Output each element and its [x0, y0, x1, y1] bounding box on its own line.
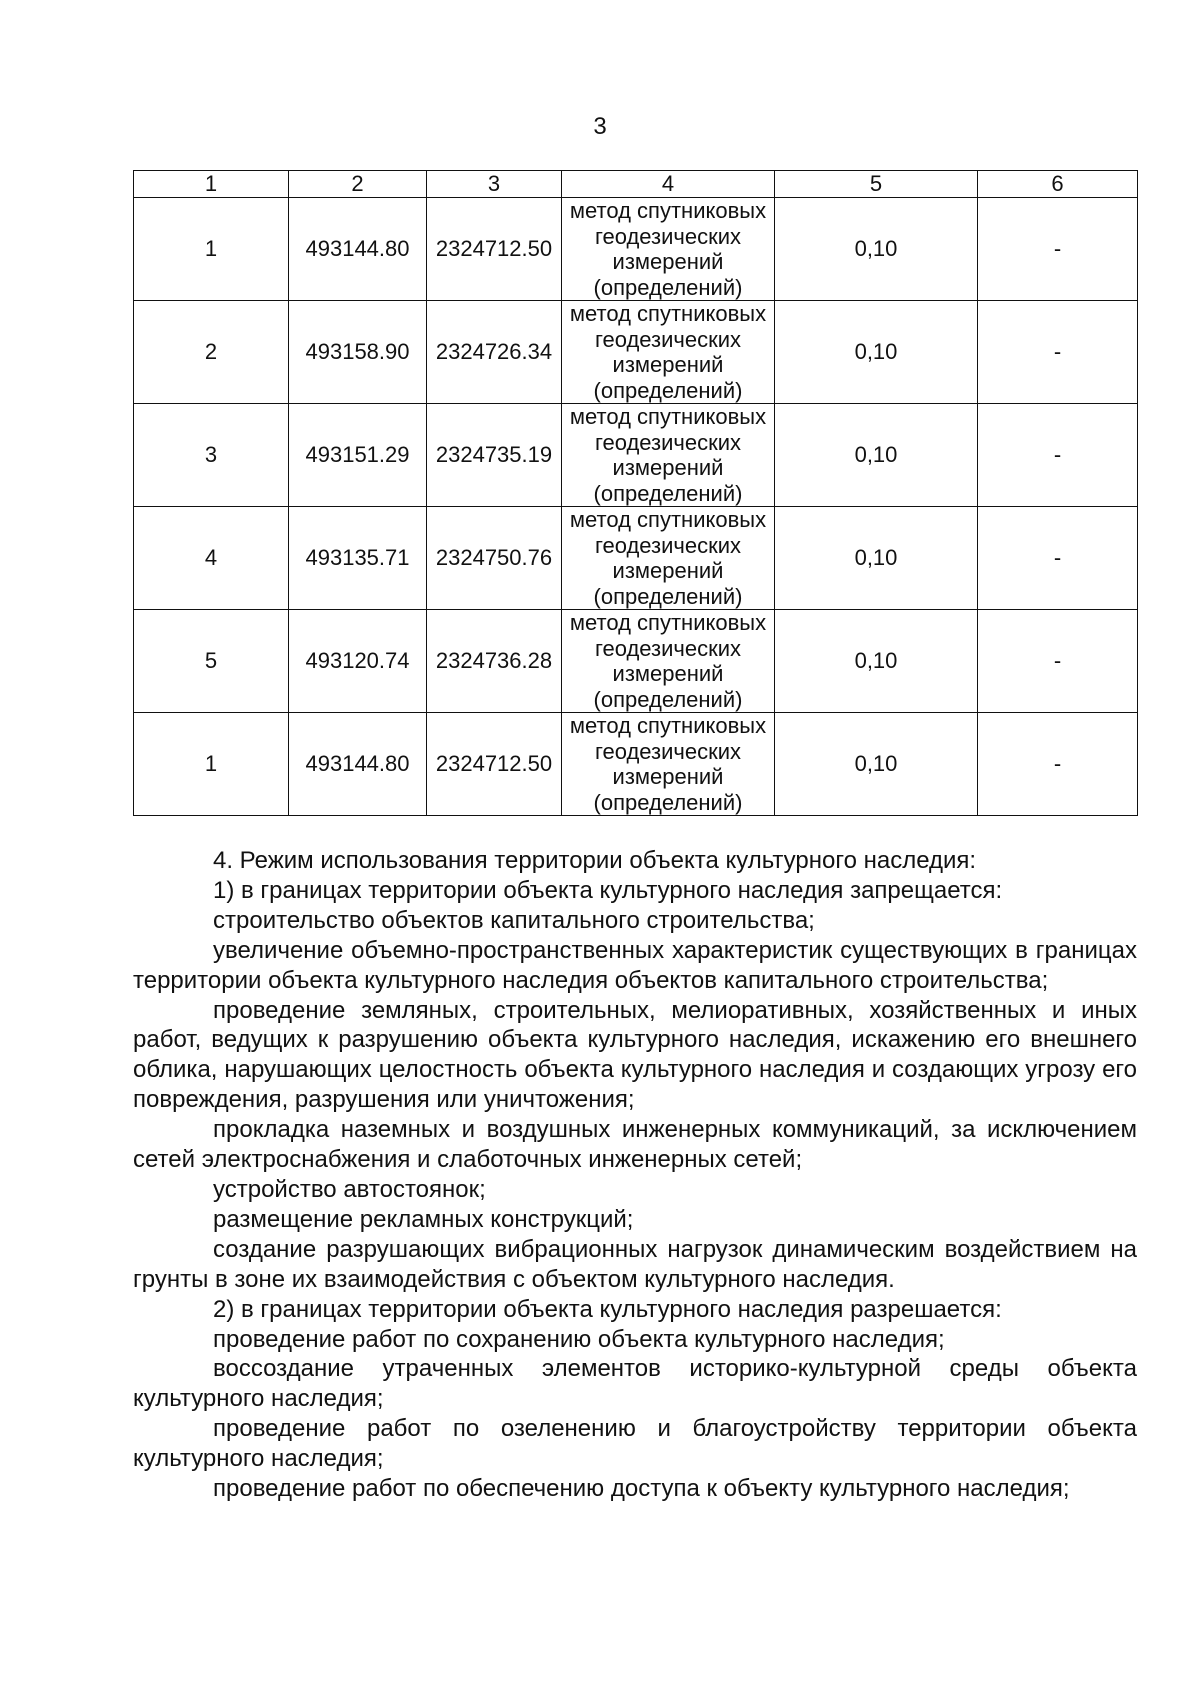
point-number-cell: 1 [134, 198, 289, 301]
point-number-cell: 2 [134, 301, 289, 404]
y-coordinate-cell: 2324712.50 [427, 713, 562, 816]
prohibited-item: прокладка наземных и воздушных инженерных коммуникаций, за исключением сетей электроснабжения и слаботочных инженерных сетей; [133, 1116, 1137, 1174]
method-line: геодезических [594, 635, 742, 661]
method-line: метод спутниковых [569, 713, 767, 738]
method-line: метод спутниковых [569, 610, 767, 635]
note-cell: - [978, 301, 1138, 404]
accuracy-cell: 0,10 [775, 507, 978, 610]
coordinates-table [133, 170, 1138, 816]
method-line: (определений) [593, 789, 743, 815]
accuracy-cell: 0,10 [775, 713, 978, 816]
method-cell [562, 301, 775, 404]
method-line: метод спутниковых [569, 404, 767, 429]
table-row [134, 404, 1138, 507]
y-coordinate-cell: 2324726.34 [427, 301, 562, 404]
column-header: 4 [562, 171, 775, 198]
method-line: измерений [612, 558, 724, 583]
table-row [134, 198, 1138, 301]
prohibited-item: размещение рекламных конструкций; [213, 1205, 634, 1233]
method-line: метод спутниковых [569, 198, 767, 223]
column-header: 5 [775, 171, 978, 198]
method-cell [562, 507, 775, 610]
x-coordinate-cell: 493151.29 [289, 404, 427, 507]
x-coordinate-cell: 493144.80 [289, 198, 427, 301]
accuracy-cell: 0,10 [775, 610, 978, 713]
prohibited-item: создание разрушающих вибрационных нагрузок динамическим воздействием на грунты в зоне их взаимодействия с объектом культурного наследия. [133, 1235, 1137, 1293]
method-line: (определений) [593, 480, 743, 506]
note-cell: - [978, 404, 1138, 507]
method-line: измерений [612, 249, 724, 274]
x-coordinate-cell: 493158.90 [289, 301, 427, 404]
method-line: измерений [612, 352, 724, 377]
point-number-cell: 5 [134, 610, 289, 713]
prohibited-item: строительство объектов капитального строительства; [213, 906, 815, 934]
method-line: геодезических [594, 429, 742, 455]
column-header: 3 [427, 171, 562, 198]
table-row [134, 507, 1138, 610]
prohibited-item: устройство автостоянок; [213, 1175, 486, 1203]
method-line: геодезических [594, 532, 742, 558]
method-line: (определений) [593, 274, 743, 300]
note-cell: - [978, 507, 1138, 610]
table-row [134, 301, 1138, 404]
column-header: 2 [289, 171, 427, 198]
permitted-item: воссоздание утраченных элементов историко-культурной среды объекта культурного наследия; [133, 1355, 1137, 1413]
note-cell: - [978, 198, 1138, 301]
clause-permitted-heading: 2) в границах территории объекта культурного наследия разрешается: [213, 1295, 1002, 1323]
section-heading: 4. Режим использования территории объекта культурного наследия: [213, 847, 977, 874]
method-cell [562, 198, 775, 301]
regime-text [133, 846, 1137, 1504]
point-number-cell: 1 [134, 713, 289, 816]
table-header-row [134, 171, 1138, 198]
table-row [134, 713, 1138, 816]
accuracy-cell: 0,10 [775, 301, 978, 404]
method-line: (определений) [593, 686, 743, 712]
point-number-cell: 4 [134, 507, 289, 610]
table-row [134, 610, 1138, 713]
note-cell: - [978, 713, 1138, 816]
method-line: геодезических [594, 738, 742, 764]
method-cell [562, 404, 775, 507]
permitted-item: проведение работ по обеспечению доступа к объекту культурного наследия; [213, 1475, 1070, 1503]
note-cell: - [978, 610, 1138, 713]
method-cell [562, 713, 775, 816]
permitted-item: проведение работ по озеленению и благоустройству территории объекта культурного наследия; [133, 1415, 1137, 1473]
method-line: геодезических [594, 326, 742, 352]
method-line: измерений [612, 764, 724, 789]
accuracy-cell: 0,10 [775, 198, 978, 301]
method-line: (определений) [593, 583, 743, 609]
prohibited-item: проведение земляных, строительных, мелиоративных, хозяйственных и иных работ, ведущих к разрушению объекта культурного наследия, искажению его внешнего облика, нарушающих целостность объекта культурного наследия и создающих угрозу его повреждения, разрушения или уничтожения; [133, 996, 1137, 1114]
accuracy-cell: 0,10 [775, 404, 978, 507]
column-header: 6 [978, 171, 1138, 198]
clause-prohibited-heading: 1) в границах территории объекта культурного наследия запрещается: [213, 876, 1003, 904]
method-line: метод спутниковых [569, 301, 767, 326]
y-coordinate-cell: 2324736.28 [427, 610, 562, 713]
permitted-item: проведение работ по сохранению объекта культурного наследия; [213, 1325, 945, 1353]
method-line: метод спутниковых [569, 507, 767, 532]
page-number: 3 [593, 113, 607, 140]
y-coordinate-cell: 2324735.19 [427, 404, 562, 507]
y-coordinate-cell: 2324712.50 [427, 198, 562, 301]
method-cell [562, 610, 775, 713]
column-header: 1 [134, 171, 289, 198]
y-coordinate-cell: 2324750.76 [427, 507, 562, 610]
method-line: (определений) [593, 377, 743, 403]
x-coordinate-cell: 493120.74 [289, 610, 427, 713]
point-number-cell: 3 [134, 404, 289, 507]
x-coordinate-cell: 493135.71 [289, 507, 427, 610]
method-line: геодезических [594, 223, 742, 249]
prohibited-item: увеличение объемно-пространственных характеристик существующих в границах территории объекта культурного наследия объектов капитального строительства; [133, 936, 1137, 994]
x-coordinate-cell: 493144.80 [289, 713, 427, 816]
method-line: измерений [612, 455, 724, 480]
method-line: измерений [612, 661, 724, 686]
